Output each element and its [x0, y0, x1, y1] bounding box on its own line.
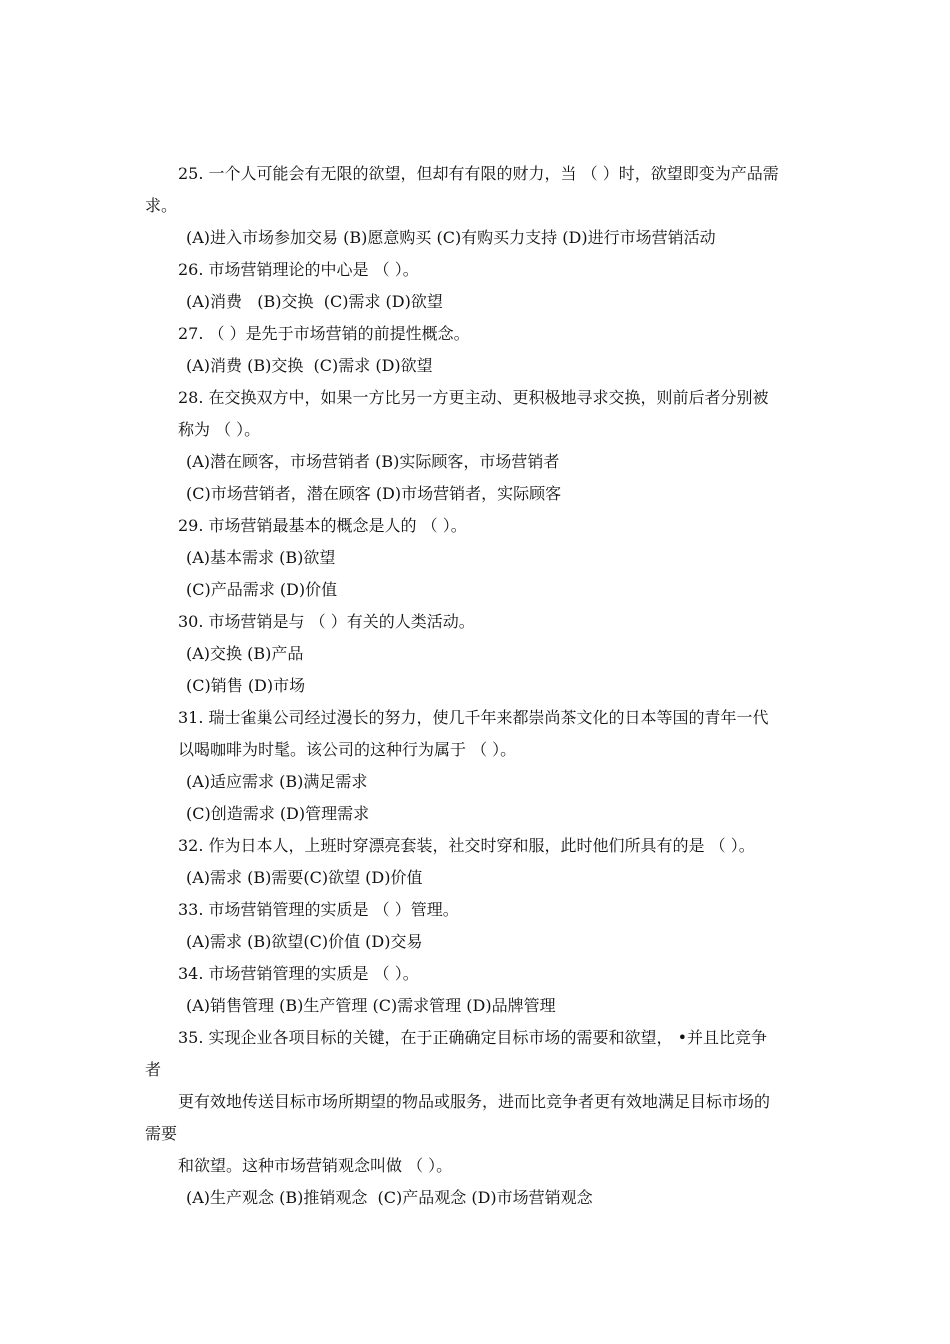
q35-stem-line4: 需要	[145, 1124, 178, 1143]
q29-stem: 29. 市场营销最基本的概念是人的 （ ）。	[178, 516, 467, 535]
q26-options: (A)消费 (B)交换 (C)需求 (D)欲望	[186, 292, 443, 311]
q26-stem: 26. 市场营销理论的中心是 （ ）。	[178, 260, 419, 279]
q29-options-line1: (A)基本需求 (B)欲望	[186, 548, 336, 567]
q25-stem-line1: 25. 一个人可能会有无限的欲望，但却有有限的财力，当 （ ）时，欲望即变为产品需	[178, 164, 779, 183]
q30-stem: 30. 市场营销是与 （ ）有关的人类活动。	[178, 612, 475, 631]
q33-stem: 33. 市场营销管理的实质是 （ ）管理。	[178, 900, 459, 919]
q29-options-line2: (C)产品需求 (D)价值	[186, 580, 338, 599]
q34-stem: 34. 市场营销管理的实质是 （ ）。	[178, 964, 419, 983]
q30-options-line1: (A)交换 (B)产品	[186, 644, 304, 663]
q31-options-line1: (A)适应需求 (B)满足需求	[186, 772, 368, 791]
q25-options: (A)进入市场参加交易 (B)愿意购买 (C)有购买力支持 (D)进行市场营销活动	[186, 228, 716, 247]
q30-options-line2: (C)销售 (D)市场	[186, 676, 306, 695]
q35-stem-line2: 者	[145, 1060, 162, 1079]
q28-stem-line2: 称为 （ ）。	[178, 420, 261, 439]
q28-options-line2: (C)市场营销者，潜在顾客 (D)市场营销者，实际顾客	[186, 484, 562, 503]
q35-stem-line5: 和欲望。这种市场营销观念叫做 （ ）。	[178, 1156, 453, 1175]
q27-options: (A)消费 (B)交换 (C)需求 (D)欲望	[186, 356, 433, 375]
q32-stem: 32. 作为日本人，上班时穿漂亮套装，社交时穿和服，此时他们所具有的是 （ ）。	[178, 836, 755, 855]
q34-options: (A)销售管理 (B)生产管理 (C)需求管理 (D)品牌管理	[186, 996, 556, 1015]
q27-stem: 27. （ ）是先于市场营销的前提性概念。	[178, 324, 470, 343]
q28-options-line1: (A)潜在顾客，市场营销者 (B)实际顾客，市场营销者	[186, 452, 560, 471]
q28-stem-line1: 28. 在交换双方中，如果一方比另一方更主动、更积极地寻求交换，则前后者分别被	[178, 388, 769, 407]
q35-options: (A)生产观念 (B)推销观念 (C)产品观念 (D)市场营销观念	[186, 1188, 593, 1207]
q35-stem-line1: 35. 实现企业各项目标的关键，在于正确确定目标市场的需要和欲望， •并且比竞争	[178, 1028, 768, 1047]
q32-options: (A)需求 (B)需要(C)欲望 (D)价值	[186, 868, 423, 887]
q31-options-line2: (C)创造需求 (D)管理需求	[186, 804, 370, 823]
q31-stem-line2: 以喝咖啡为时髦。该公司的这种行为属于 （ ）。	[178, 740, 517, 759]
q25-stem-line2: 求。	[145, 196, 178, 215]
q35-stem-line3: 更有效地传送目标市场所期望的物品或服务，进而比竞争者更有效地满足目标市场的	[178, 1092, 771, 1111]
q31-stem-line1: 31. 瑞士雀巢公司经过漫长的努力，使几千年来都崇尚茶文化的日本等国的青年一代	[178, 708, 769, 727]
q33-options: (A)需求 (B)欲望(C)价值 (D)交易	[186, 932, 423, 951]
